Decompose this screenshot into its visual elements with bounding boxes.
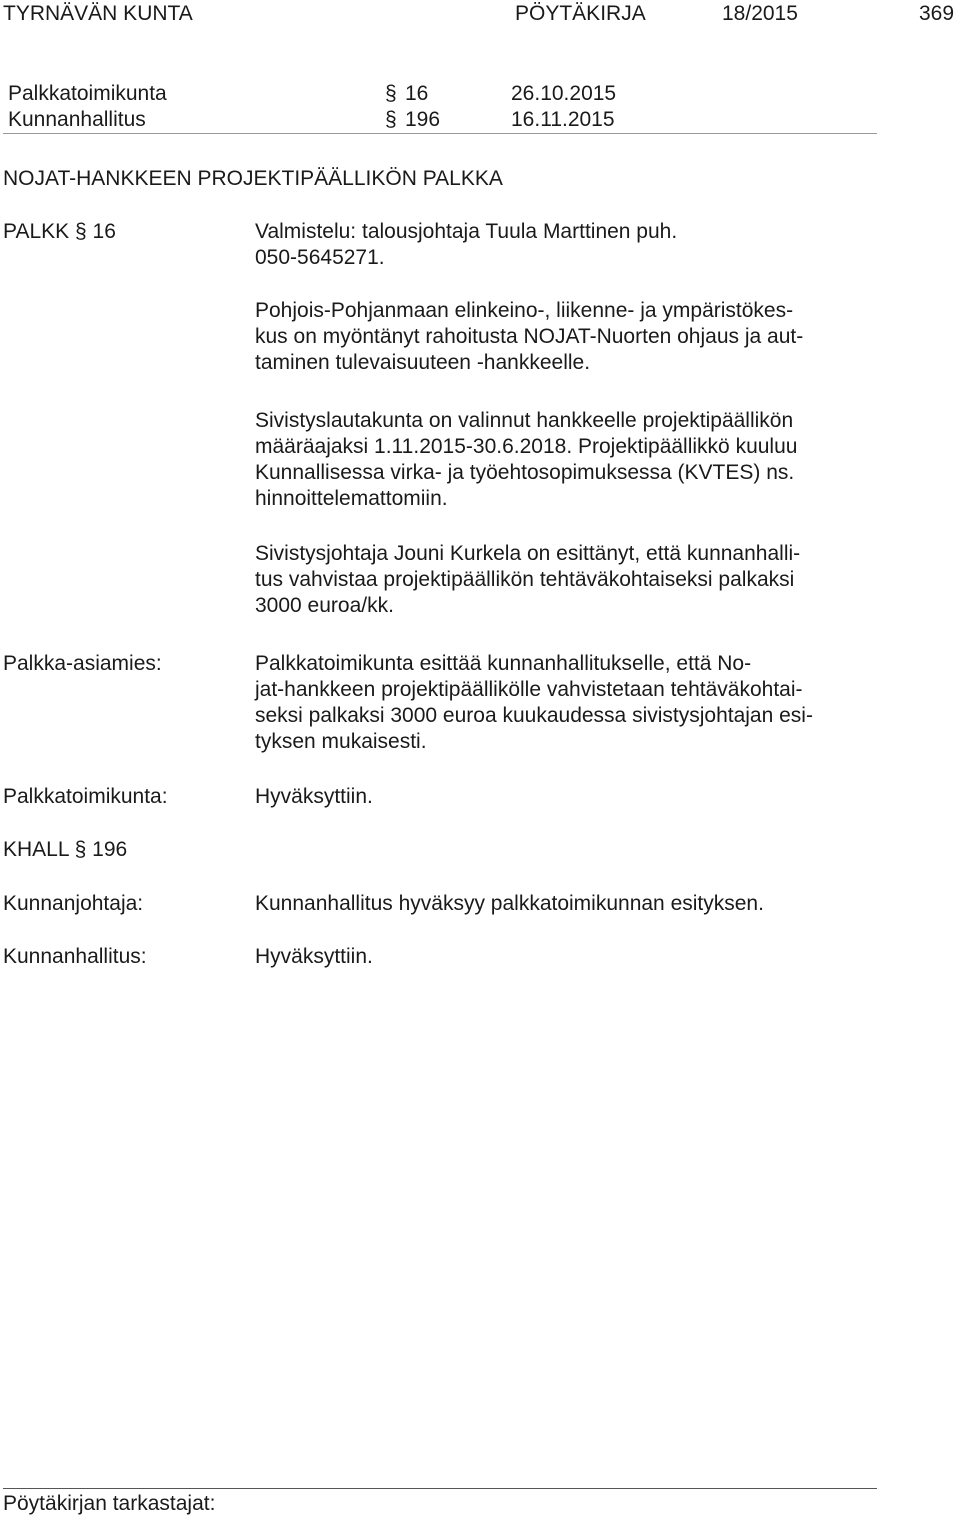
palkkatoimikunta-decision: Hyväksyttiin. — [255, 785, 373, 808]
text-line: Pohjois-Pohjanmaan elinkeino-, liikenne- ja ympäristökes- — [255, 299, 794, 322]
text-line: määräajaksi 1.11.2015-30.6.2018. Projektipäällikkö kuuluu — [255, 435, 798, 458]
footer-divider — [3, 1488, 877, 1489]
text-line: taminen tulevaisuuteen -hankkeelle. — [255, 351, 591, 374]
paragraph-funding — [255, 298, 895, 376]
meeting-section: 16 — [405, 82, 429, 105]
page-title: NOJAT-HANKKEEN PROJEKTIPÄÄLLIKÖN PALKKA — [3, 167, 503, 190]
text-line: Palkkatoimikunta esittää kunnanhallitukselle, että No- — [255, 652, 752, 675]
text-line: Valmistelu: talousjohtaja Tuula Marttinen puh. — [255, 220, 678, 243]
text-line: kus on myöntänyt rahoitusta NOJAT-Nuorten ohjaus ja aut- — [255, 325, 804, 348]
kunnanjohtaja-proposal: Kunnanhallitus hyväksyy palkkatoimikunnan esityksen. — [255, 892, 764, 915]
text-line: 050-5645271. — [255, 246, 385, 269]
section-sign-icon: § — [74, 838, 87, 861]
palkka-asiamies-label: Palkka-asiamies: — [3, 652, 162, 675]
khall-reference — [3, 837, 127, 863]
kunnanjohtaja-label: Kunnanjohtaja: — [3, 892, 144, 915]
document-type: PÖYTÄKIRJA — [515, 2, 646, 25]
page-number: 369 — [919, 2, 955, 25]
text-line: Kunnallisessa virka- ja työehtosopimuksessa (KVTES) ns. — [255, 461, 795, 484]
text-line: tyksen mukaisesti. — [255, 730, 427, 753]
kunnanhallitus-label: Kunnanhallitus: — [3, 945, 147, 968]
section-sign-icon: § — [75, 220, 87, 243]
document-number: 18/2015 — [722, 2, 798, 25]
text-line: 3000 euroa/kk. — [255, 594, 394, 617]
municipality-name: TYRNÄVÄN KUNTA — [3, 2, 193, 25]
palkk-reference — [3, 219, 116, 245]
meeting-date: 26.10.2015 — [511, 82, 617, 105]
preparation-info — [255, 219, 895, 271]
paragraph-proposal — [255, 541, 895, 619]
meeting-date: 16.11.2015 — [511, 108, 615, 131]
kunnanhallitus-decision: Hyväksyttiin. — [255, 945, 373, 968]
palkk-number: 16 — [92, 220, 116, 243]
text-line: Sivistysjohtaja Jouni Kurkela on esittänyt, että kunnanhalli- — [255, 542, 801, 565]
text-line: Sivistyslautakunta on valinnut hankkeelle projektipäällikön — [255, 409, 794, 432]
text-line: jat-hankkeen projektipäällikölle vahvistetaan tehtäväkohtai- — [255, 678, 803, 701]
palkk-prefix: PALKK — [3, 220, 70, 243]
meeting-section: 196 — [405, 108, 441, 131]
footer-reviewers-label: Pöytäkirjan tarkastajat: — [3, 1492, 216, 1515]
khall-number: 196 — [92, 838, 128, 861]
meetings-divider — [3, 133, 877, 134]
section-sign-icon: § — [385, 108, 397, 131]
palkka-asiamies-proposal — [255, 651, 895, 755]
text-line: hinnoittelemattomiin. — [255, 487, 448, 510]
meeting-body: Kunnanhallitus — [8, 108, 146, 131]
khall-prefix: KHALL — [3, 838, 69, 861]
section-sign-icon: § — [385, 82, 397, 105]
palkkatoimikunta-label: Palkkatoimikunta: — [3, 785, 168, 808]
paragraph-appointment — [255, 408, 895, 512]
meeting-body: Palkkatoimikunta — [8, 82, 167, 105]
text-line: seksi palkaksi 3000 euroa kuukaudessa sivistysjohtajan esi- — [255, 704, 813, 727]
text-line: tus vahvistaa projektipäällikön tehtäväkohtaiseksi palkaksi — [255, 568, 795, 591]
